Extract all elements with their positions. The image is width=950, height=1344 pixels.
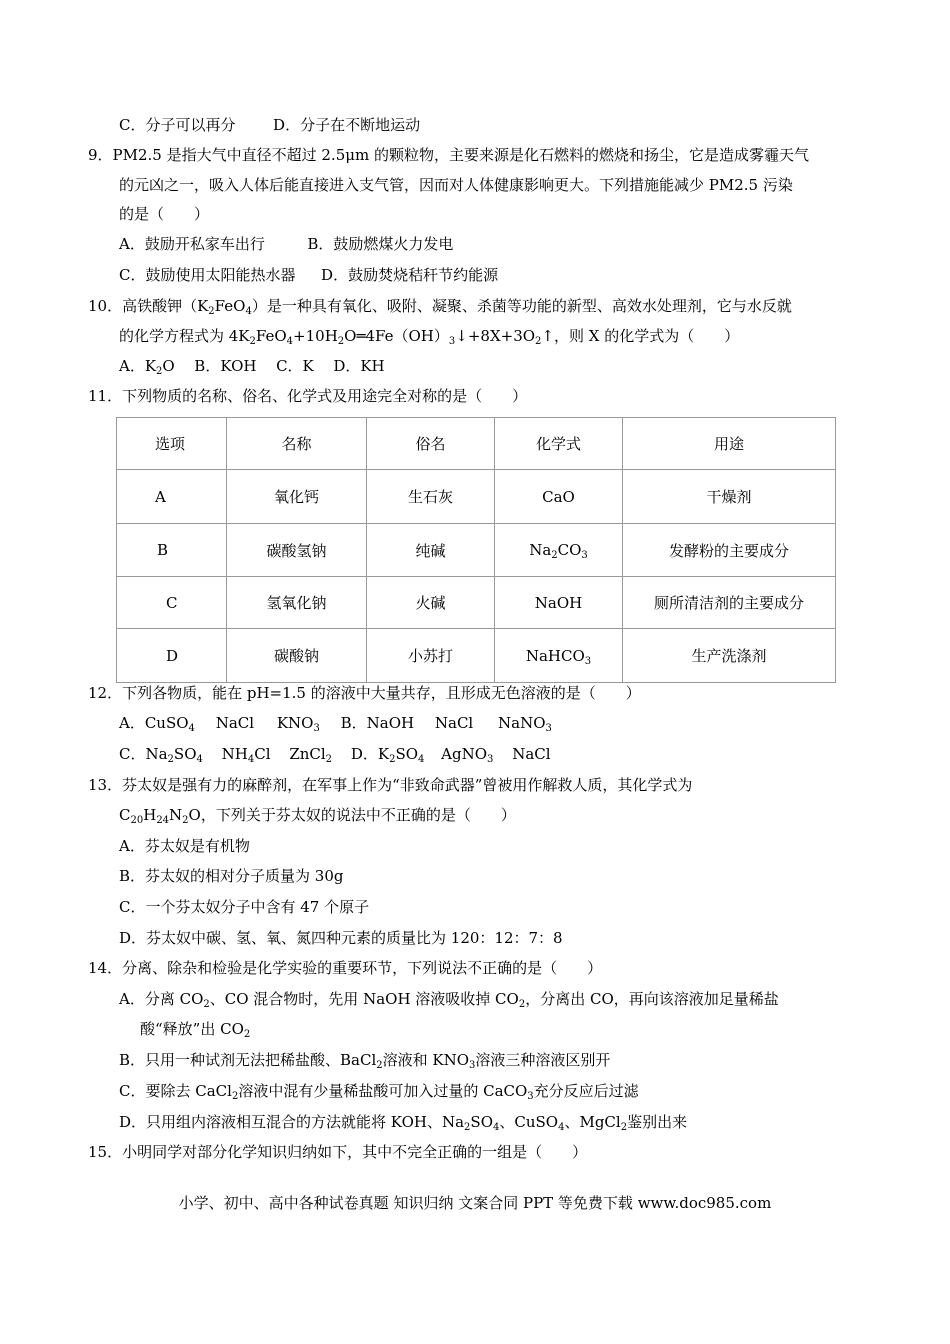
table-row: A 氧化钙 生石灰 CaO 干燥剂: [117, 470, 836, 524]
q14-option-a-line-2: 酸“释放”出 $CO_2$: [140, 1020, 251, 1040]
q14-option-d: D．只用组内溶液相互混合的方法就能将 KOH、$Na_2SO_4$、CuSO$_4$、MgCl$_2$鉴别出来: [119, 1113, 688, 1133]
q14-option-b: B．只用一种试剂无法把稀盐酸、BaCl$_2$溶液和 $KNO_3$溶液三种溶液区别开: [119, 1051, 611, 1071]
q13-line-2: $C_{20}H_{24}N_2O$，下列关于芬太奴的说法中不正确的是（ ）: [119, 806, 516, 826]
q9-option-b: B．鼓励燃煤火力发电: [307, 235, 454, 253]
q12-stem: 12．下列各物质，能在 pH=1.5 的溶液中大量共存，且形成无色溶液的是（ ）: [88, 684, 641, 702]
header-name: 名称: [227, 418, 367, 470]
q11-table: [116, 417, 836, 683]
q9-options-ab: [119, 234, 453, 254]
header-formula: 化学式: [495, 418, 623, 470]
q10-option-c: C．K: [276, 357, 314, 375]
q10-options: [119, 356, 385, 376]
table-row: B 碳酸氢钠 纯碱 $Na_2CO_3$ 发酵粉的主要成分: [117, 524, 836, 577]
q10-option-d: D．KH: [333, 357, 385, 375]
q9-line-2: 的元凶之一，吸入人体后能直接进入支气管，因而对人体健康影响更大。下列措施能减少 PM2.5 污染: [119, 176, 793, 194]
q14-option-c: C．要除去 CaCl$_2$溶液中混有少量稀盐酸可加入过量的 CaCO$_3$充分反应后过滤: [119, 1082, 639, 1102]
table-header-row: [117, 418, 836, 470]
page-footer: 小学、初中、高中各种试卷真题 知识归纳 文案合同 PPT 等免费下载 www.doc985.com: [178, 1194, 772, 1212]
q10-option-a: A．$K_2O$: [119, 357, 175, 377]
q9-option-d: D．鼓励焚烧秸秆节约能源: [321, 266, 499, 284]
q14-option-a-line-1: A．分离 $CO_2$、CO 混合物时，先用 NaOH 溶液吸收掉 $CO_2$，分离出 CO，再向该溶液加足量稀盐: [119, 990, 779, 1010]
q14-stem: 14．分离、除杂和检验是化学实验的重要环节，下列说法不正确的是（ ）: [88, 959, 603, 977]
formula-cell: NaHCO$_3$: [495, 629, 623, 683]
q13-option-d: D．芬太奴中碳、氢、氧、氮四种元素的质量比为 120：12：7：8: [119, 929, 563, 947]
q10-line-1: 10．高铁酸钾$(K_2FeO_4)$是一种具有氧化、吸附、凝聚、杀菌等功能的新型、高效水处理剂，它与水反就: [88, 297, 792, 317]
q8-options: [119, 115, 420, 135]
q10-equation: 的化学方程式为 $4K_2FeO_4+10H_2O═4Fe(OH)_3↓+8X+3O_2↑$，则 X 的化学式为（ ）: [119, 327, 740, 347]
q9-line-3: 的是（ ）: [119, 205, 210, 223]
q10-option-b: B．KOH: [194, 357, 257, 375]
q9-option-c: C．鼓励使用太阳能热水器: [119, 266, 296, 284]
q13-option-b: B．芬太奴的相对分子质量为 30g: [119, 867, 344, 885]
header-option: 选项: [117, 418, 227, 470]
formula-cell: $Na_2CO_3$: [495, 524, 623, 577]
q12-options-cd: C．$Na_2SO_4$ $NH_4Cl$ ZnCl$_2$ D．$K_2SO_4$ AgNO$_3$ NaCl: [119, 745, 551, 765]
q9-option-a: A．鼓励开私家车出行: [119, 235, 265, 253]
q9-options-cd: [119, 265, 498, 285]
q13-line-1: 13．芬太奴是强有力的麻醉剂，在军事上作为“非致命武器”曾被用作解救人质，其化学式为: [88, 776, 693, 794]
q12-options-ab: A．CuSO$_4$ NaCl $KNO_3$ B．NaOH NaCl NaNO$_3$: [119, 714, 552, 734]
q13-option-c: C．一个芬太奴分子中含有 47 个原子: [119, 898, 370, 916]
q15-stem: 15．小明同学对部分化学知识归纳如下，其中不完全正确的一组是（ ）: [88, 1143, 588, 1161]
q9-line-1: 9．PM2.5 是指大气中直径不超过 2.5μm 的颗粒物，主要来源是化石燃料的燃烧和扬尘，它是造成雾霾天气: [88, 146, 809, 164]
table-row: C 氢氧化钠 火碱 NaOH 厕所清洁剂的主要成分: [117, 577, 836, 629]
table-row: D 碳酸钠 小苏打 NaHCO$_3$ 生产洗涤剂: [117, 629, 836, 683]
header-use: 用途: [623, 418, 836, 470]
q13-option-a: A．芬太奴是有机物: [119, 837, 250, 855]
q8-option-d: D．分子在不断地运动: [273, 116, 421, 134]
header-common-name: 俗名: [367, 418, 495, 470]
q8-option-c: C．分子可以再分: [119, 116, 236, 134]
q11-stem: 11．下列物质的名称、俗名、化学式及用途完全对称的是（ ）: [88, 387, 528, 405]
